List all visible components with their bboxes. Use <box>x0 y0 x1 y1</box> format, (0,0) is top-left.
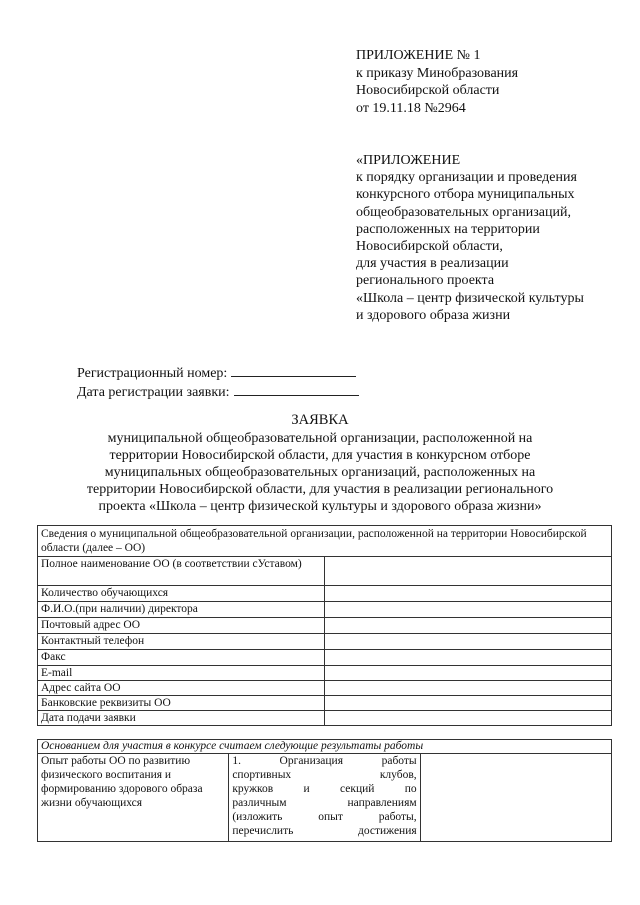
participation-basis-table <box>37 739 612 842</box>
field-label: Почтовый адрес ОО <box>38 618 325 634</box>
sports-clubs-line: различным направлениям <box>232 797 417 809</box>
field-label: E-mail <box>38 666 325 681</box>
results-value-input[interactable] <box>420 754 611 842</box>
field-value-input[interactable] <box>325 634 612 650</box>
participation-basis-header: Основанием для участия в конкурсе считаем следующие результаты работы <box>38 740 612 754</box>
appendix-order-line: к приказу Минобразования <box>356 65 519 81</box>
appendix-procedure-line: «ПРИЛОЖЕНИЕ <box>356 153 461 168</box>
field-value-input[interactable] <box>325 586 612 602</box>
field-label: Контактный телефон <box>38 634 325 650</box>
appendix-order-block <box>356 47 518 117</box>
sports-clubs-line: 1. Организация работы <box>232 755 417 767</box>
organization-info-table <box>37 525 612 726</box>
registration-number-label: Регистрационный номер: <box>77 366 228 381</box>
application-subtitle-line: муниципальных общеобразовательных организаций, расположенных на <box>104 465 536 480</box>
table-row <box>38 586 612 602</box>
table-header-row <box>38 740 612 754</box>
sports-clubs-cell <box>229 754 420 842</box>
field-value-input[interactable] <box>325 557 612 586</box>
registration-date-row <box>77 383 359 402</box>
registration-date-label: Дата регистрации заявки: <box>77 385 230 400</box>
experience-label-line: жизни обучающихся <box>41 797 143 809</box>
field-label: Ф.И.О.(при наличии) директора <box>38 602 325 618</box>
appendix-procedure-line: для участия в реализации <box>356 256 509 272</box>
sports-clubs-line: кружков и секций по <box>232 783 417 795</box>
table-row <box>38 666 612 681</box>
application-subtitle-line: территории Новосибирской области, для участия в конкурсном отборе <box>109 448 531 463</box>
field-value-input[interactable] <box>325 666 612 681</box>
registration-block <box>77 364 359 402</box>
field-label: Количество обучающихся <box>38 586 325 602</box>
table-row <box>38 618 612 634</box>
field-label: Адрес сайта ОО <box>38 681 325 696</box>
table-row <box>38 650 612 666</box>
appendix-order-line: от 19.11.18 №2964 <box>356 100 466 116</box>
registration-number-row <box>77 364 359 383</box>
field-value-input[interactable] <box>325 650 612 666</box>
table-row <box>38 696 612 711</box>
application-title: ЗАЯВКА <box>291 412 349 428</box>
table-row <box>38 602 612 618</box>
experience-label <box>38 754 229 842</box>
experience-label-line: Опыт работы ОО по развитию <box>41 755 191 767</box>
table-row <box>38 557 612 586</box>
field-label: Факс <box>38 650 325 666</box>
appendix-order-line: ПРИЛОЖЕНИЕ № 1 <box>356 48 481 63</box>
application-subtitle-line: муниципальной общеобразовательной организации, расположенной на <box>107 431 533 446</box>
table-row <box>38 634 612 650</box>
table-row <box>38 711 612 726</box>
appendix-procedure-line: общеобразовательных организаций, <box>356 204 571 220</box>
field-value-input[interactable] <box>325 618 612 634</box>
appendix-procedure-line: к порядку организации и проведения <box>356 170 577 186</box>
application-subtitle-line: территории Новосибирской области, для участия в реализации регионального <box>86 482 554 497</box>
registration-date-field[interactable] <box>234 383 359 396</box>
experience-label-line: физического воспитания и <box>41 769 172 781</box>
field-value-input[interactable] <box>325 711 612 726</box>
appendix-procedure-line: Новосибирской области, <box>356 239 503 255</box>
appendix-procedure-line: расположенных на территории <box>356 221 540 237</box>
sports-clubs-line: спортивных клубов, <box>232 769 417 781</box>
field-value-input[interactable] <box>325 602 612 618</box>
appendix-procedure-line: регионального проекта <box>356 273 495 289</box>
application-subtitle <box>20 430 620 515</box>
application-subtitle-line: проекта «Школа – центр физической культуры и здорового образа жизни» <box>98 499 542 514</box>
field-value-input[interactable] <box>325 681 612 696</box>
sports-clubs-line: (изложить опыт работы, <box>232 811 417 823</box>
appendix-procedure-line: «Школа – центр физической культуры <box>356 290 584 306</box>
appendix-order-line: Новосибирской области <box>356 83 500 98</box>
appendix-procedure-block <box>356 152 584 324</box>
field-value-input[interactable] <box>325 696 612 711</box>
field-label: Банковские реквизиты ОО <box>38 696 325 711</box>
registration-number-field[interactable] <box>231 364 356 377</box>
appendix-procedure-line: конкурсного отбора муниципальных <box>356 187 575 203</box>
table-row <box>38 681 612 696</box>
sports-clubs-line: перечислить достижения <box>232 825 417 837</box>
field-label: Полное наименование ОО (в соответствии сУставом) <box>38 557 325 586</box>
appendix-procedure-line: и здорового образа жизни <box>356 307 511 323</box>
organization-info-header: Сведения о муниципальной общеобразовательной организации, расположенной на территории Новосибирской области (далее – ОО) <box>38 526 612 557</box>
experience-label-line: формированию здорового образа <box>41 783 203 795</box>
table-header-row <box>38 526 612 557</box>
table-row <box>38 754 612 842</box>
field-label: Дата подачи заявки <box>38 711 325 726</box>
